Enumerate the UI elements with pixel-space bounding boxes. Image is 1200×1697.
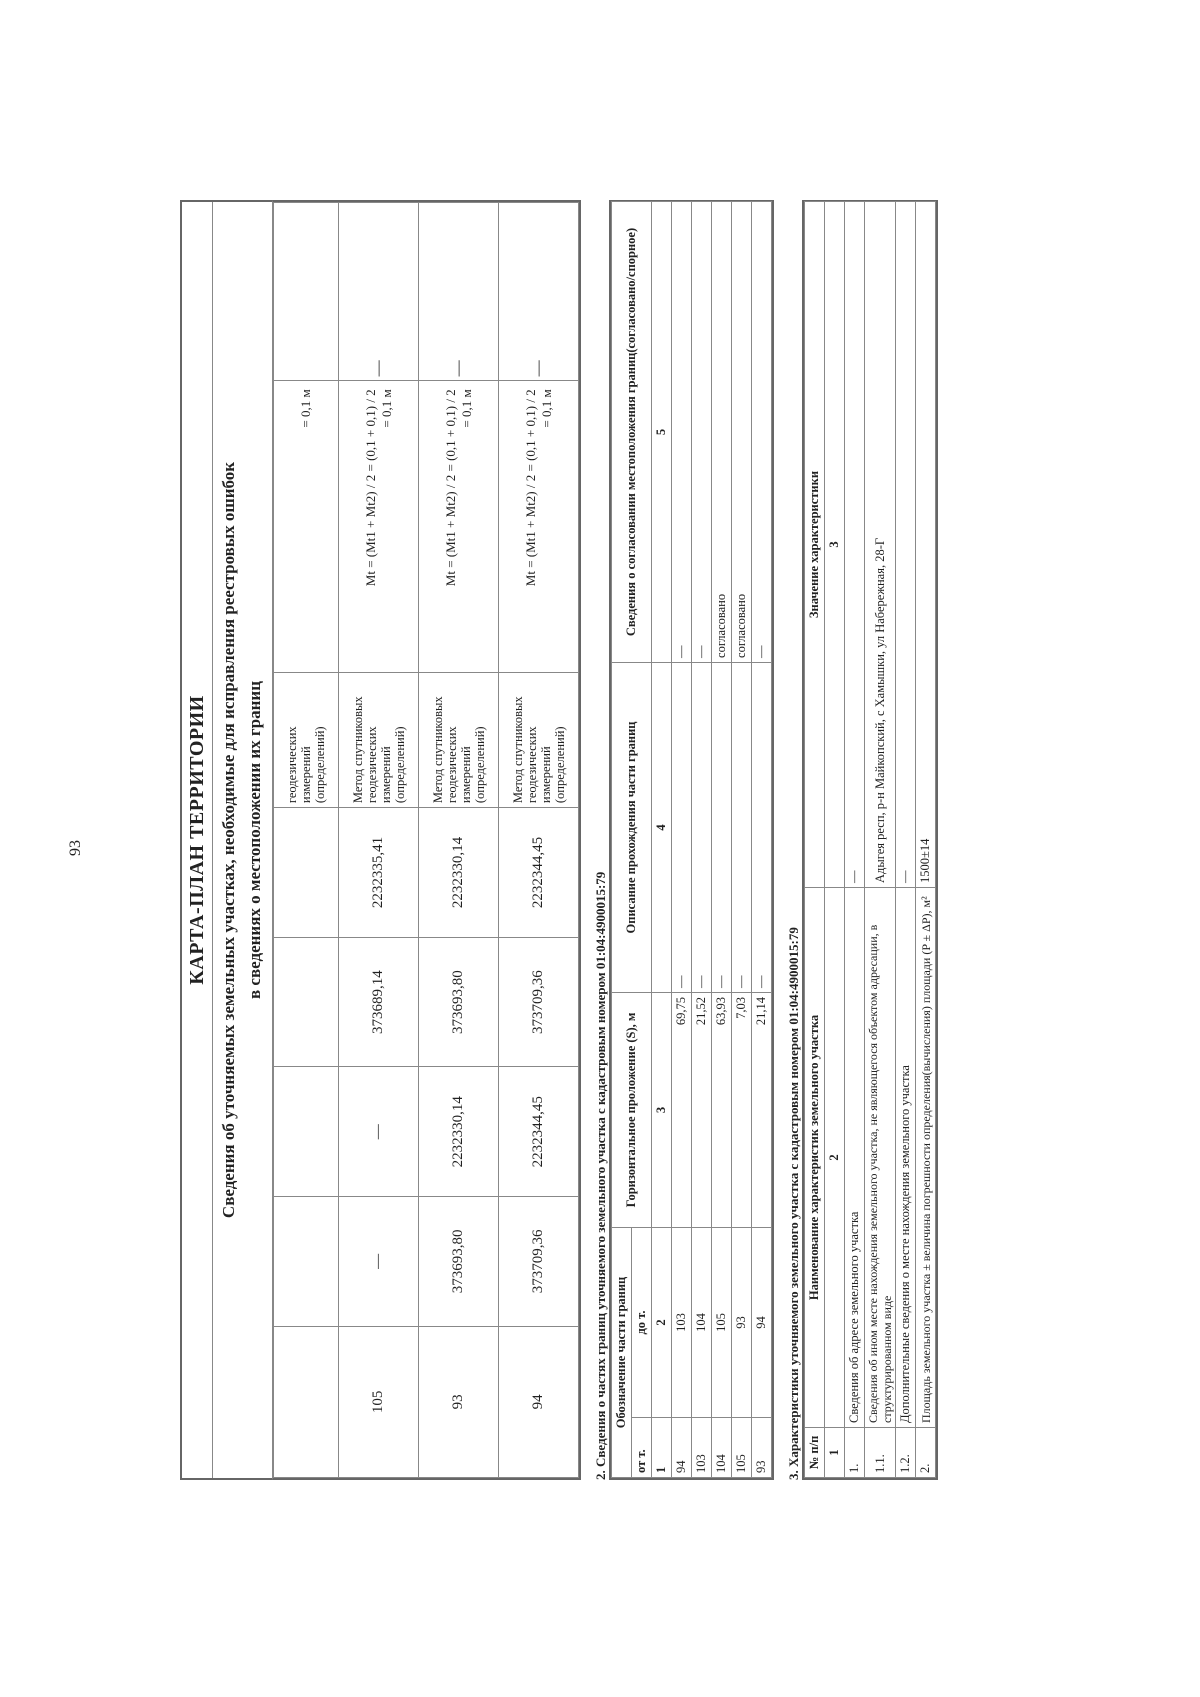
agreement-cell: — xyxy=(672,201,692,662)
subtitle-line-1: Сведения об уточняемых земельных участках, необходимые для исправления реестровых ошибок xyxy=(219,461,238,1219)
name-cell: Сведения об адресе земельного участка xyxy=(845,888,865,1428)
formula-text: Mt = (Mt1 + Mt2) / 2 = (0,1 + 0,1) / 2 xyxy=(362,389,378,587)
page-title: КАРТА-ПЛАН ТЕРРИТОРИИ xyxy=(182,202,213,1478)
horizontal-header: Горизонтальное проложение (S), м xyxy=(612,992,652,1227)
to-cell: 104 xyxy=(692,1227,712,1417)
column-number: 3 xyxy=(825,202,845,888)
x-old-cell: — xyxy=(339,1197,419,1327)
section-2-title: 2. Сведения о частях границ уточняемого земельного участка с кадастровым номером 01:04:4900015:79 xyxy=(593,871,608,1480)
column-number: 2 xyxy=(652,1227,672,1417)
header-row xyxy=(805,202,825,1478)
value-cell: Адыгея респ, р-н Майкопский, с Хамышки, ул Набережная, 28-Г xyxy=(865,202,896,888)
table-row xyxy=(419,203,499,1478)
table-row xyxy=(845,202,865,1478)
formula-text: Mt = (Mt1 + Mt2) / 2 = (0,1 + 0,1) / 2 xyxy=(522,389,538,587)
horizontal-cell: 21,52 xyxy=(692,992,712,1227)
y-new-cell: 2232330,14 xyxy=(419,808,499,938)
horizontal-cell: 63,93 xyxy=(712,992,732,1227)
horizontal-cell: 7,03 xyxy=(732,992,752,1227)
y-new-cell: 2232335,41 xyxy=(339,808,419,938)
column-number: 2 xyxy=(825,888,845,1428)
table-row xyxy=(499,203,579,1478)
column-number-row xyxy=(652,201,672,1477)
column-number-row xyxy=(825,202,845,1478)
column-number: 5 xyxy=(652,201,672,662)
coordinates-table-wrapper xyxy=(272,200,581,1480)
boundary-parts-table xyxy=(611,201,772,1478)
num-cell: 2. xyxy=(916,1428,936,1478)
agreement-cell: согласовано xyxy=(712,201,732,662)
document-page xyxy=(180,200,1050,1480)
characteristics-table-wrapper xyxy=(802,200,938,1480)
coordinates-table xyxy=(273,202,579,1478)
name-cell: Сведения об ином месте нахождения земельного участка, не являющегося объектом адресации, в структурированном виде xyxy=(865,888,896,1428)
formula-cell: = 0,1 м xyxy=(274,381,339,673)
value-cell: — xyxy=(896,202,916,888)
note-cell: — xyxy=(339,203,419,381)
formula-text: Mt = (Mt1 + Mt2) / 2 = (0,1 + 0,1) / 2 xyxy=(442,389,458,587)
characteristics-table xyxy=(804,201,936,1478)
column-number: 4 xyxy=(652,662,672,992)
formula-result: = 0,1 м xyxy=(538,389,554,428)
header-row xyxy=(612,201,632,1477)
y-new-cell: 2232344,45 xyxy=(499,808,579,938)
x-new-cell: 373693,80 xyxy=(419,937,499,1067)
column-number: 1 xyxy=(825,1428,845,1478)
description-cell: — xyxy=(712,662,732,992)
method-cell: Метод спутниковых геодезических измерений (определений) xyxy=(339,673,419,808)
table-row xyxy=(865,202,896,1478)
boundary-parts-table-wrapper xyxy=(609,200,774,1480)
formula-cell xyxy=(419,381,499,673)
description-cell: — xyxy=(732,662,752,992)
table-row xyxy=(274,203,339,1478)
y-old-cell: 2232330,14 xyxy=(419,1067,499,1197)
formula-result: = 0,1 м xyxy=(458,389,474,428)
note-cell: — xyxy=(419,203,499,381)
name-cell: Дополнительные сведения о месте нахождения земельного участка xyxy=(896,888,916,1428)
title-block xyxy=(180,200,272,1480)
value-cell: 1500±14 xyxy=(916,202,936,888)
to-cell: 103 xyxy=(672,1227,692,1417)
table-row xyxy=(732,201,752,1477)
from-header: от т. xyxy=(632,1418,652,1478)
to-header: до т. xyxy=(632,1227,652,1417)
from-cell: 93 xyxy=(752,1418,772,1478)
column-number: 3 xyxy=(652,992,672,1227)
agreement-cell: — xyxy=(752,201,772,662)
from-cell: 103 xyxy=(692,1418,712,1478)
designation-header: Обозначение части границ xyxy=(612,1227,632,1477)
page-number: 93 xyxy=(67,840,84,856)
description-header: Описание прохождения части границ xyxy=(612,662,652,992)
description-cell: — xyxy=(752,662,772,992)
note-cell: — xyxy=(499,203,579,381)
method-cell: Метод спутниковых геодезических измерений (определений) xyxy=(499,673,579,808)
table-row xyxy=(916,202,936,1478)
section-3-title: 3. Характеристики уточняемого земельного участка с кадастровым номером 01:04:4900015:79 xyxy=(786,927,801,1480)
subtitle xyxy=(213,202,268,1478)
y-old-cell: 2232344,45 xyxy=(499,1067,579,1197)
x-new-cell: 373709,36 xyxy=(499,937,579,1067)
from-cell: 105 xyxy=(732,1418,752,1478)
num-cell: 1. xyxy=(845,1428,865,1478)
table-row xyxy=(752,201,772,1477)
x-old-cell: 373709,36 xyxy=(499,1197,579,1327)
agreement-cell: — xyxy=(692,201,712,662)
y-old-cell: — xyxy=(339,1067,419,1197)
description-cell: — xyxy=(692,662,712,992)
agreement-header: Сведения о согласовании местоположения границ(согласовано/спорное) xyxy=(612,201,652,662)
x-old-cell: 373693,80 xyxy=(419,1197,499,1327)
subtitle-line-2: в сведениях о местоположении их границ xyxy=(245,681,264,999)
to-cell: 94 xyxy=(752,1227,772,1417)
num-cell: 1.2. xyxy=(896,1428,916,1478)
table-row xyxy=(896,202,916,1478)
table-row xyxy=(712,201,732,1477)
formula-cell xyxy=(339,381,419,673)
column-number: 1 xyxy=(652,1418,672,1478)
method-cell: Метод спутниковых геодезических измерений (определений) xyxy=(419,673,499,808)
num-cell: 1.1. xyxy=(865,1428,896,1478)
point-cell: 94 xyxy=(499,1326,579,1477)
horizontal-cell: 21,14 xyxy=(752,992,772,1227)
description-cell: — xyxy=(672,662,692,992)
point-cell: 93 xyxy=(419,1326,499,1477)
method-cell: геодезических измерений (определений) xyxy=(274,673,339,808)
formula-result: = 0,1 м xyxy=(378,389,394,428)
table-row xyxy=(672,201,692,1477)
from-cell: 94 xyxy=(672,1418,692,1478)
from-cell: 104 xyxy=(712,1418,732,1478)
name-cell: Площадь земельного участка ± величина погрешности определения(вычисления) площади (P ± ΔP), м² xyxy=(916,888,936,1428)
formula-cell xyxy=(499,381,579,673)
point-cell: 105 xyxy=(339,1326,419,1477)
value-cell: — xyxy=(845,202,865,888)
agreement-cell: согласовано xyxy=(732,201,752,662)
x-new-cell: 373689,14 xyxy=(339,937,419,1067)
table-row xyxy=(692,201,712,1477)
table-row xyxy=(339,203,419,1478)
to-cell: 105 xyxy=(712,1227,732,1417)
horizontal-cell: 69,75 xyxy=(672,992,692,1227)
name-header: Наименование характеристик земельного участка xyxy=(805,888,825,1428)
to-cell: 93 xyxy=(732,1227,752,1417)
num-header: № п/п xyxy=(805,1428,825,1478)
value-header: Значение характеристики xyxy=(805,202,825,888)
